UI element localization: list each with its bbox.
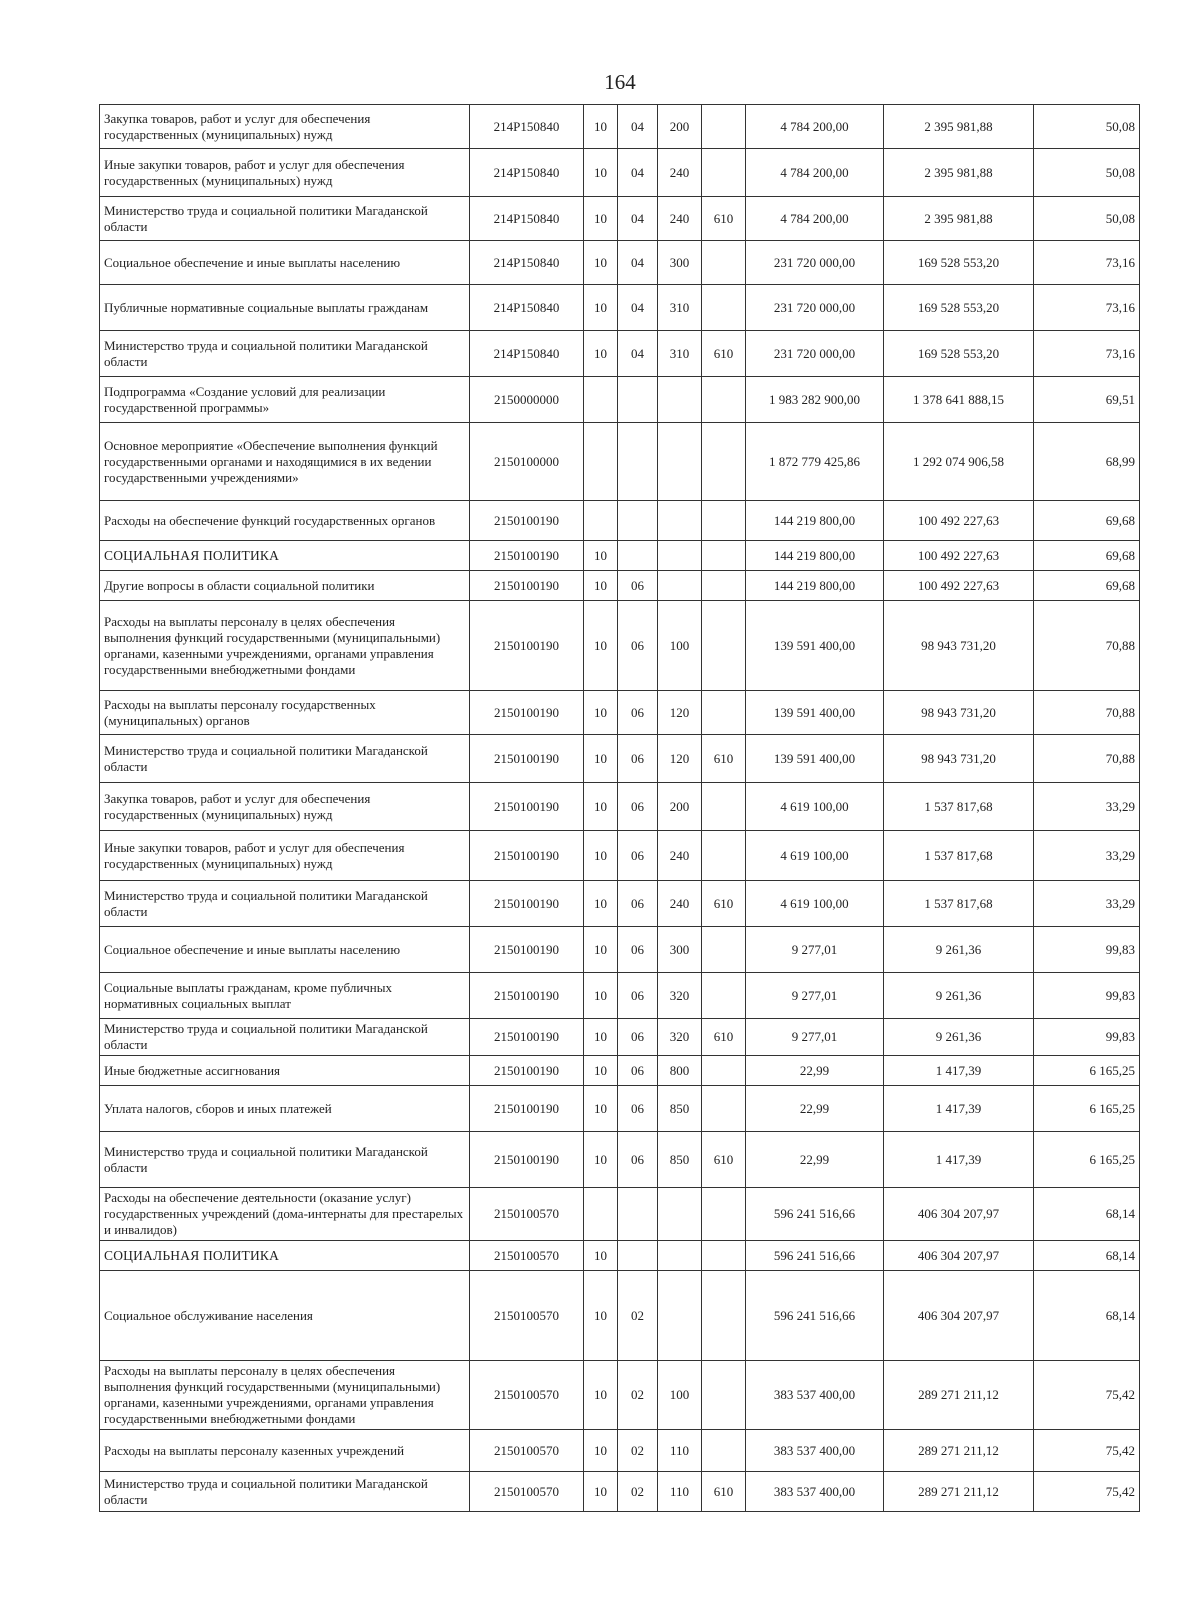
target-article-cell: 2150100570 [470, 1271, 584, 1361]
table-row [100, 1241, 1140, 1271]
expense-type-cell: 310 [658, 285, 702, 331]
target-article-cell: 2150100190 [470, 571, 584, 601]
admin-code-cell [702, 285, 746, 331]
actual-amount-cell: 9 261,36 [884, 1019, 1034, 1056]
execution-percent-cell: 69,68 [1034, 541, 1140, 571]
subsection-cell: 06 [618, 571, 658, 601]
execution-percent-cell: 70,88 [1034, 601, 1140, 691]
expense-type-cell: 110 [658, 1472, 702, 1512]
subsection-cell: 04 [618, 285, 658, 331]
row-name-cell: Министерство труда и социальной политики Магаданской области [100, 1132, 470, 1188]
actual-amount-cell: 1 417,39 [884, 1132, 1034, 1188]
subsection-cell: 06 [618, 1132, 658, 1188]
target-article-cell: 214P150840 [470, 197, 584, 241]
admin-code-cell [702, 149, 746, 197]
subsection-cell: 06 [618, 783, 658, 831]
row-name-cell: Социальное обеспечение и иные выплаты населению [100, 927, 470, 973]
execution-percent-cell: 99,83 [1034, 973, 1140, 1019]
table-row [100, 1056, 1140, 1086]
section-cell: 10 [584, 735, 618, 783]
row-name-cell: Расходы на выплаты персоналу в целях обеспечения выполнения функций государственными (муниципальными) органами, казенными учреждениями, органами управления государственными внебюджетными фондами [100, 601, 470, 691]
row-name-cell: Министерство труда и социальной политики Магаданской области [100, 1472, 470, 1512]
actual-amount-cell: 2 395 981,88 [884, 105, 1034, 149]
expense-type-cell: 850 [658, 1132, 702, 1188]
expense-type-cell: 240 [658, 881, 702, 927]
section-cell: 10 [584, 197, 618, 241]
expense-type-cell: 110 [658, 1430, 702, 1472]
expense-type-cell: 100 [658, 1361, 702, 1430]
actual-amount-cell: 406 304 207,97 [884, 1188, 1034, 1241]
table-row [100, 423, 1140, 501]
actual-amount-cell: 1 378 641 888,15 [884, 377, 1034, 423]
expense-type-cell [658, 541, 702, 571]
execution-percent-cell: 75,42 [1034, 1430, 1140, 1472]
execution-percent-cell: 50,08 [1034, 149, 1140, 197]
admin-code-cell [702, 1086, 746, 1132]
subsection-cell [618, 1188, 658, 1241]
row-name-cell: Подпрограмма «Создание условий для реализации государственной программы» [100, 377, 470, 423]
target-article-cell: 2150100190 [470, 691, 584, 735]
row-name-cell: Министерство труда и социальной политики Магаданской области [100, 1019, 470, 1056]
admin-code-cell [702, 377, 746, 423]
row-name-cell: Министерство труда и социальной политики Магаданской области [100, 331, 470, 377]
subsection-cell: 02 [618, 1271, 658, 1361]
subsection-cell: 06 [618, 1056, 658, 1086]
table-row [100, 973, 1140, 1019]
planned-amount-cell: 144 219 800,00 [746, 541, 884, 571]
section-cell: 10 [584, 691, 618, 735]
expense-type-cell [658, 1188, 702, 1241]
execution-percent-cell: 99,83 [1034, 1019, 1140, 1056]
table-row [100, 331, 1140, 377]
subsection-cell [618, 423, 658, 501]
row-name-cell: Иные бюджетные ассигнования [100, 1056, 470, 1086]
table-row [100, 927, 1140, 973]
section-cell: 10 [584, 1271, 618, 1361]
planned-amount-cell: 139 591 400,00 [746, 601, 884, 691]
planned-amount-cell: 596 241 516,66 [746, 1271, 884, 1361]
section-cell: 10 [584, 285, 618, 331]
table-row [100, 735, 1140, 783]
actual-amount-cell: 406 304 207,97 [884, 1241, 1034, 1271]
subsection-cell: 04 [618, 197, 658, 241]
actual-amount-cell: 1 417,39 [884, 1056, 1034, 1086]
expense-type-cell: 200 [658, 105, 702, 149]
execution-percent-cell: 69,68 [1034, 501, 1140, 541]
planned-amount-cell: 9 277,01 [746, 927, 884, 973]
target-article-cell: 2150100570 [470, 1188, 584, 1241]
section-cell: 10 [584, 1056, 618, 1086]
execution-percent-cell: 6 165,25 [1034, 1056, 1140, 1086]
admin-code-cell [702, 1188, 746, 1241]
execution-percent-cell: 75,42 [1034, 1361, 1140, 1430]
planned-amount-cell: 231 720 000,00 [746, 241, 884, 285]
subsection-cell [618, 541, 658, 571]
admin-code-cell [702, 601, 746, 691]
actual-amount-cell: 289 271 211,12 [884, 1472, 1034, 1512]
table-row [100, 1361, 1140, 1430]
execution-percent-cell: 69,51 [1034, 377, 1140, 423]
planned-amount-cell: 144 219 800,00 [746, 501, 884, 541]
row-name-cell: Расходы на выплаты персоналу государственных (муниципальных) органов [100, 691, 470, 735]
actual-amount-cell: 9 261,36 [884, 927, 1034, 973]
section-cell: 10 [584, 1132, 618, 1188]
row-name-cell: Основное мероприятие «Обеспечение выполнения функций государственными органами и находящимися в их ведении государственными учреждениями» [100, 423, 470, 501]
row-name-cell: Расходы на выплаты персоналу в целях обеспечения выполнения функций государственными (муниципальными) органами, казенными учреждениями, органами управления государственными внебюджетными фондами [100, 1361, 470, 1430]
subsection-cell: 04 [618, 105, 658, 149]
table-row [100, 105, 1140, 149]
row-name-cell: Закупка товаров, работ и услуг для обеспечения государственных (муниципальных) нужд [100, 105, 470, 149]
execution-percent-cell: 70,88 [1034, 735, 1140, 783]
page-number: 164 [604, 70, 636, 94]
actual-amount-cell: 2 395 981,88 [884, 197, 1034, 241]
planned-amount-cell: 9 277,01 [746, 1019, 884, 1056]
subsection-cell [618, 1241, 658, 1271]
actual-amount-cell: 1 537 817,68 [884, 831, 1034, 881]
execution-percent-cell: 6 165,25 [1034, 1132, 1140, 1188]
expense-type-cell: 850 [658, 1086, 702, 1132]
table-row [100, 783, 1140, 831]
planned-amount-cell: 22,99 [746, 1086, 884, 1132]
actual-amount-cell: 98 943 731,20 [884, 601, 1034, 691]
row-name-cell: Социальное обслуживание населения [100, 1271, 470, 1361]
admin-code-cell [702, 831, 746, 881]
section-cell: 10 [584, 241, 618, 285]
admin-code-cell [702, 501, 746, 541]
subsection-cell: 06 [618, 735, 658, 783]
admin-code-cell [702, 691, 746, 735]
row-name-cell: Расходы на обеспечение функций государственных органов [100, 501, 470, 541]
table-row [100, 541, 1140, 571]
target-article-cell: 2150100570 [470, 1241, 584, 1271]
subsection-cell: 06 [618, 831, 658, 881]
section-cell: 10 [584, 541, 618, 571]
target-article-cell: 2150100190 [470, 735, 584, 783]
target-article-cell: 2150100190 [470, 1056, 584, 1086]
row-name-cell: Уплата налогов, сборов и иных платежей [100, 1086, 470, 1132]
table-row [100, 1132, 1140, 1188]
execution-percent-cell: 73,16 [1034, 285, 1140, 331]
row-name-cell: СОЦИАЛЬНАЯ ПОЛИТИКА [100, 541, 470, 571]
section-cell: 10 [584, 973, 618, 1019]
expense-type-cell [658, 423, 702, 501]
subsection-cell: 06 [618, 691, 658, 735]
actual-amount-cell: 1 292 074 906,58 [884, 423, 1034, 501]
actual-amount-cell: 100 492 227,63 [884, 501, 1034, 541]
section-cell: 10 [584, 105, 618, 149]
subsection-cell: 06 [618, 973, 658, 1019]
execution-percent-cell: 69,68 [1034, 571, 1140, 601]
execution-percent-cell: 68,99 [1034, 423, 1140, 501]
actual-amount-cell: 406 304 207,97 [884, 1271, 1034, 1361]
row-name-cell: Расходы на выплаты персоналу казенных учреждений [100, 1430, 470, 1472]
admin-code-cell [702, 1056, 746, 1086]
planned-amount-cell: 231 720 000,00 [746, 285, 884, 331]
target-article-cell: 2150100570 [470, 1472, 584, 1512]
expense-type-cell: 120 [658, 735, 702, 783]
table-row [100, 241, 1140, 285]
subsection-cell: 02 [618, 1472, 658, 1512]
planned-amount-cell: 144 219 800,00 [746, 571, 884, 601]
target-article-cell: 214P150840 [470, 241, 584, 285]
section-cell [584, 501, 618, 541]
expense-type-cell: 300 [658, 241, 702, 285]
subsection-cell: 06 [618, 927, 658, 973]
section-cell: 10 [584, 1361, 618, 1430]
actual-amount-cell: 1 537 817,68 [884, 783, 1034, 831]
admin-code-cell [702, 241, 746, 285]
table-row [100, 831, 1140, 881]
row-name-cell: Социальное обеспечение и иные выплаты населению [100, 241, 470, 285]
actual-amount-cell: 169 528 553,20 [884, 331, 1034, 377]
section-cell: 10 [584, 831, 618, 881]
admin-code-cell [702, 571, 746, 601]
budget-table [99, 104, 1140, 1512]
planned-amount-cell: 231 720 000,00 [746, 331, 884, 377]
planned-amount-cell: 383 537 400,00 [746, 1472, 884, 1512]
target-article-cell: 2150100190 [470, 1132, 584, 1188]
table-row [100, 197, 1140, 241]
planned-amount-cell: 22,99 [746, 1056, 884, 1086]
expense-type-cell: 300 [658, 927, 702, 973]
expense-type-cell: 320 [658, 973, 702, 1019]
table-row [100, 377, 1140, 423]
section-cell: 10 [584, 1019, 618, 1056]
subsection-cell: 04 [618, 331, 658, 377]
actual-amount-cell: 98 943 731,20 [884, 735, 1034, 783]
admin-code-cell [702, 1241, 746, 1271]
admin-code-cell [702, 541, 746, 571]
subsection-cell: 06 [618, 601, 658, 691]
admin-code-cell [702, 1271, 746, 1361]
planned-amount-cell: 4 619 100,00 [746, 831, 884, 881]
subsection-cell: 04 [618, 241, 658, 285]
section-cell: 10 [584, 1472, 618, 1512]
row-name-cell: Социальные выплаты гражданам, кроме публичных нормативных социальных выплат [100, 973, 470, 1019]
table-row [100, 285, 1140, 331]
section-cell: 10 [584, 331, 618, 377]
admin-code-cell [702, 1430, 746, 1472]
admin-code-cell: 610 [702, 1019, 746, 1056]
actual-amount-cell: 289 271 211,12 [884, 1361, 1034, 1430]
actual-amount-cell: 100 492 227,63 [884, 541, 1034, 571]
table-row [100, 501, 1140, 541]
row-name-cell: Публичные нормативные социальные выплаты гражданам [100, 285, 470, 331]
execution-percent-cell: 50,08 [1034, 197, 1140, 241]
admin-code-cell [702, 973, 746, 1019]
planned-amount-cell: 596 241 516,66 [746, 1241, 884, 1271]
row-name-cell: Расходы на обеспечение деятельности (оказание услуг) государственных учреждений (дома-интернаты для престарелых и инвалидов) [100, 1188, 470, 1241]
expense-type-cell: 240 [658, 197, 702, 241]
actual-amount-cell: 169 528 553,20 [884, 241, 1034, 285]
row-name-cell: Министерство труда и социальной политики Магаданской области [100, 735, 470, 783]
planned-amount-cell: 596 241 516,66 [746, 1188, 884, 1241]
section-cell: 10 [584, 571, 618, 601]
target-article-cell: 2150100190 [470, 1086, 584, 1132]
target-article-cell: 214P150840 [470, 331, 584, 377]
target-article-cell: 2150000000 [470, 377, 584, 423]
actual-amount-cell: 9 261,36 [884, 973, 1034, 1019]
planned-amount-cell: 4 784 200,00 [746, 149, 884, 197]
planned-amount-cell: 22,99 [746, 1132, 884, 1188]
target-article-cell: 2150100000 [470, 423, 584, 501]
admin-code-cell [702, 927, 746, 973]
target-article-cell: 214P150840 [470, 105, 584, 149]
table-row [100, 1430, 1140, 1472]
expense-type-cell: 100 [658, 601, 702, 691]
planned-amount-cell: 4 619 100,00 [746, 783, 884, 831]
target-article-cell: 2150100190 [470, 501, 584, 541]
planned-amount-cell: 4 619 100,00 [746, 881, 884, 927]
expense-type-cell [658, 571, 702, 601]
subsection-cell: 06 [618, 1019, 658, 1056]
actual-amount-cell: 100 492 227,63 [884, 571, 1034, 601]
row-name-cell: Министерство труда и социальной политики Магаданской области [100, 197, 470, 241]
execution-percent-cell: 75,42 [1034, 1472, 1140, 1512]
target-article-cell: 2150100190 [470, 927, 584, 973]
section-cell: 10 [584, 149, 618, 197]
section-cell: 10 [584, 927, 618, 973]
section-cell: 10 [584, 783, 618, 831]
row-name-cell: Министерство труда и социальной политики Магаданской области [100, 881, 470, 927]
admin-code-cell: 610 [702, 735, 746, 783]
subsection-cell: 04 [618, 149, 658, 197]
expense-type-cell [658, 377, 702, 423]
admin-code-cell: 610 [702, 1472, 746, 1512]
expense-type-cell: 240 [658, 831, 702, 881]
row-name-cell: СОЦИАЛЬНАЯ ПОЛИТИКА [100, 1241, 470, 1271]
section-cell: 10 [584, 1086, 618, 1132]
planned-amount-cell: 1 983 282 900,00 [746, 377, 884, 423]
table-row [100, 571, 1140, 601]
section-cell: 10 [584, 601, 618, 691]
target-article-cell: 2150100190 [470, 881, 584, 927]
expense-type-cell: 310 [658, 331, 702, 377]
admin-code-cell: 610 [702, 197, 746, 241]
execution-percent-cell: 73,16 [1034, 241, 1140, 285]
subsection-cell: 06 [618, 1086, 658, 1132]
table-row [100, 1086, 1140, 1132]
planned-amount-cell: 4 784 200,00 [746, 105, 884, 149]
execution-percent-cell: 70,88 [1034, 691, 1140, 735]
row-name-cell: Иные закупки товаров, работ и услуг для обеспечения государственных (муниципальных) нужд [100, 149, 470, 197]
row-name-cell: Закупка товаров, работ и услуг для обеспечения государственных (муниципальных) нужд [100, 783, 470, 831]
target-article-cell: 2150100190 [470, 783, 584, 831]
table-row [100, 601, 1140, 691]
target-article-cell: 2150100570 [470, 1430, 584, 1472]
target-article-cell: 2150100190 [470, 831, 584, 881]
expense-type-cell [658, 1271, 702, 1361]
execution-percent-cell: 50,08 [1034, 105, 1140, 149]
execution-percent-cell: 68,14 [1034, 1241, 1140, 1271]
expense-type-cell: 240 [658, 149, 702, 197]
execution-percent-cell: 33,29 [1034, 831, 1140, 881]
section-cell [584, 423, 618, 501]
execution-percent-cell: 68,14 [1034, 1271, 1140, 1361]
table-row [100, 881, 1140, 927]
actual-amount-cell: 289 271 211,12 [884, 1430, 1034, 1472]
actual-amount-cell: 1 537 817,68 [884, 881, 1034, 927]
subsection-cell: 02 [618, 1361, 658, 1430]
planned-amount-cell: 1 872 779 425,86 [746, 423, 884, 501]
execution-percent-cell: 33,29 [1034, 783, 1140, 831]
table-row [100, 1472, 1140, 1512]
admin-code-cell: 610 [702, 881, 746, 927]
subsection-cell [618, 377, 658, 423]
admin-code-cell [702, 783, 746, 831]
admin-code-cell [702, 423, 746, 501]
expense-type-cell [658, 1241, 702, 1271]
section-cell [584, 377, 618, 423]
subsection-cell: 02 [618, 1430, 658, 1472]
expense-type-cell: 200 [658, 783, 702, 831]
target-article-cell: 214P150840 [470, 149, 584, 197]
expense-type-cell [658, 501, 702, 541]
target-article-cell: 2150100570 [470, 1361, 584, 1430]
section-cell: 10 [584, 1241, 618, 1271]
admin-code-cell: 610 [702, 1132, 746, 1188]
target-article-cell: 2150100190 [470, 1019, 584, 1056]
actual-amount-cell: 2 395 981,88 [884, 149, 1034, 197]
table-row [100, 1188, 1140, 1241]
section-cell: 10 [584, 1430, 618, 1472]
expense-type-cell: 320 [658, 1019, 702, 1056]
planned-amount-cell: 9 277,01 [746, 973, 884, 1019]
planned-amount-cell: 383 537 400,00 [746, 1430, 884, 1472]
table-row [100, 691, 1140, 735]
execution-percent-cell: 73,16 [1034, 331, 1140, 377]
section-cell: 10 [584, 881, 618, 927]
execution-percent-cell: 99,83 [1034, 927, 1140, 973]
table-row [100, 1019, 1140, 1056]
planned-amount-cell: 4 784 200,00 [746, 197, 884, 241]
subsection-cell [618, 501, 658, 541]
target-article-cell: 2150100190 [470, 601, 584, 691]
execution-percent-cell: 68,14 [1034, 1188, 1140, 1241]
execution-percent-cell: 6 165,25 [1034, 1086, 1140, 1132]
planned-amount-cell: 139 591 400,00 [746, 691, 884, 735]
actual-amount-cell: 98 943 731,20 [884, 691, 1034, 735]
actual-amount-cell: 169 528 553,20 [884, 285, 1034, 331]
table-row [100, 1271, 1140, 1361]
target-article-cell: 2150100190 [470, 541, 584, 571]
actual-amount-cell: 1 417,39 [884, 1086, 1034, 1132]
row-name-cell: Другие вопросы в области социальной политики [100, 571, 470, 601]
admin-code-cell [702, 1361, 746, 1430]
admin-code-cell: 610 [702, 331, 746, 377]
section-cell [584, 1188, 618, 1241]
execution-percent-cell: 33,29 [1034, 881, 1140, 927]
target-article-cell: 2150100190 [470, 973, 584, 1019]
expense-type-cell: 800 [658, 1056, 702, 1086]
planned-amount-cell: 383 537 400,00 [746, 1361, 884, 1430]
expense-type-cell: 120 [658, 691, 702, 735]
admin-code-cell [702, 105, 746, 149]
target-article-cell: 214P150840 [470, 285, 584, 331]
subsection-cell: 06 [618, 881, 658, 927]
row-name-cell: Иные закупки товаров, работ и услуг для обеспечения государственных (муниципальных) нужд [100, 831, 470, 881]
table-row [100, 149, 1140, 197]
planned-amount-cell: 139 591 400,00 [746, 735, 884, 783]
